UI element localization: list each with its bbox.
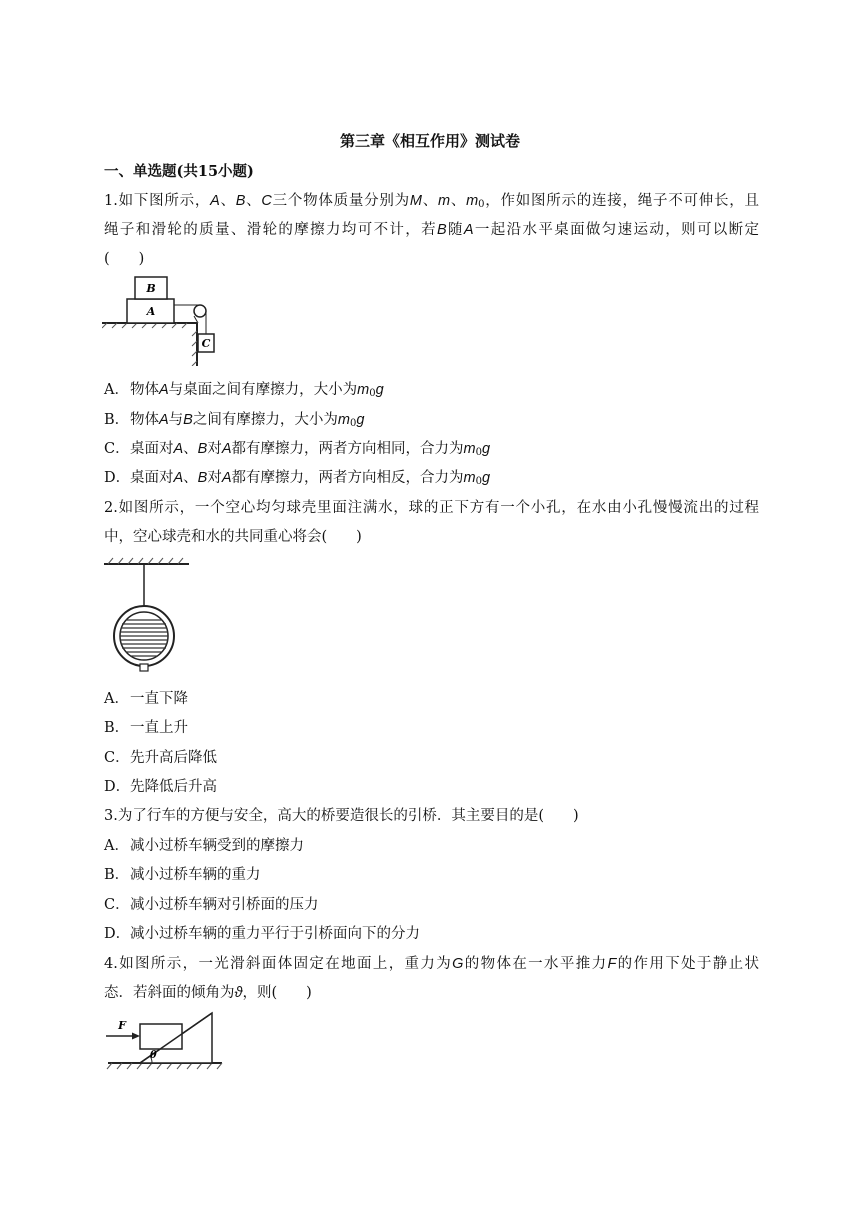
fig4-label-theta: θ (150, 1050, 157, 1061)
q1-line3: ( ) (104, 251, 145, 267)
q1-option-d: D．桌面对A、B对A都有摩擦力，两者方向相反，合力为$m_0g$ (104, 470, 491, 487)
page-title: 第三章《相互作用》测试卷 (339, 132, 520, 150)
q4-line2: 态．若斜面的倾角为ϑ，则( ) (104, 985, 312, 1001)
fig1-label-b: B (146, 282, 156, 295)
q1-line2: 绳子和滑轮的质量、滑轮的摩擦力均可不计，若B随A一起沿水平桌面做匀速运动，则可以断定 (104, 222, 760, 238)
q2-option-d: D．先降低后升高 (104, 779, 217, 795)
q1-option-b: B．物体A与B之间有摩擦力，大小为$m_0g$ (104, 412, 365, 429)
q3-line1: 3.为了行车的方便与安全，高大的桥要造很长的引桥．其主要目的是( ) (104, 808, 579, 824)
q1-option-a: A．物体A与桌面之间有摩擦力，大小为$m_0g$ (104, 382, 384, 399)
q3-option-b: B．减小过桥车辆的重力 (104, 867, 261, 883)
q3-option-c: C．减小过桥车辆对引桥面的压力 (104, 897, 319, 913)
q2-figure-hollow-sphere (104, 556, 194, 676)
q2-option-a: A．一直下降 (104, 691, 188, 707)
q1-line1: 1.如下图所示，A、B、C三个物体质量分别为M、m、$m_0$，作如图所示的连接，绳子不可伸长，且 (104, 193, 760, 210)
q2-line2: 中，空心球壳和水的共同重心将会( ) (104, 529, 362, 545)
fig4-label-f: F (118, 1019, 126, 1032)
q2-line1: 2.如图所示，一个空心均匀球壳里面注满水，球的正下方有一个小孔，在水由小孔慢慢流出的过程 (104, 500, 759, 516)
q3-option-d: D．减小过桥车辆的重力平行于引桥面向下的分力 (104, 926, 420, 942)
q2-option-c: C．先升高后降低 (104, 750, 217, 766)
q1-figure-pulley-blocks (102, 276, 232, 366)
q3-option-a: A．减小过桥车辆受到的摩擦力 (104, 838, 304, 854)
q2-option-b: B．一直上升 (104, 720, 188, 736)
q4-figure-incline (102, 1010, 227, 1072)
q1-option-c: C．桌面对A、B对A都有摩擦力，两者方向相同，合力为$m_0g$ (104, 441, 491, 458)
q4-line1: 4.如图所示，一光滑斜面体固定在地面上，重力为G的物体在一水平推力F的作用下处于静止状 (104, 956, 759, 972)
section-heading: 一、单选题(共15小题) (104, 163, 254, 180)
fig1-label-a: A (146, 305, 156, 318)
fig1-label-c: C (201, 337, 211, 350)
